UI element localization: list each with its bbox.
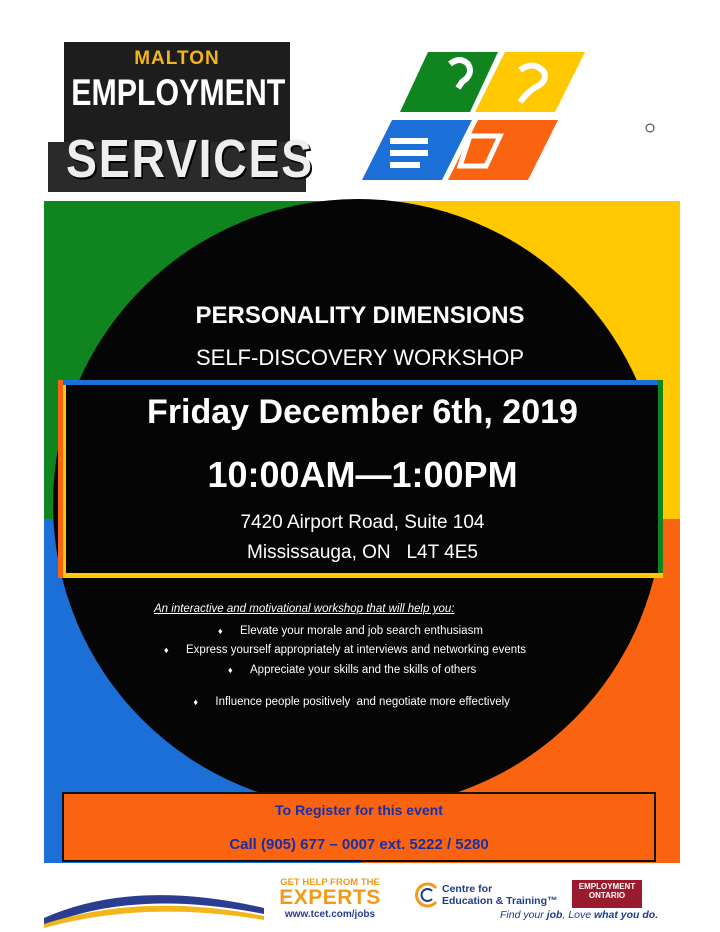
register-phone[interactable]: Call (905) 677 – 0007 ext. 5222 / 5280 [229, 836, 489, 853]
diamond-bullet-icon: ♦ [218, 626, 223, 636]
event-date: Friday December 6th, 2019 [147, 393, 578, 431]
diamond-bullet-icon: ♦ [228, 665, 233, 675]
footer-tagline: Find your job, Love what you do. [500, 909, 659, 921]
benefits-intro: An interactive and motivational workshop that will help you: [154, 603, 455, 615]
registered-mark-icon [646, 124, 654, 132]
swoosh-graphic [44, 878, 264, 928]
employment-ontario-logo [572, 880, 642, 908]
logo-malton-text: MALTON [134, 48, 220, 69]
tcet-experts: EXPERTS [279, 886, 381, 909]
event-time: 10:00AM—1:00PM [207, 454, 518, 495]
diamond-bullet-icon: ♦ [164, 645, 169, 655]
diamond-bullet-icon: ♦ [193, 697, 198, 707]
benefit-item: ♦ Elevate your morale and job search enthusiasm [218, 625, 483, 637]
benefit-item: ♦ Influence people positively and negotiate more effectively [193, 696, 510, 708]
tcet-url[interactable]: www.tcet.com/jobs [284, 909, 376, 920]
personality-dimensions-logo [350, 50, 660, 200]
centre-line1: Centre for [442, 883, 493, 895]
event-subtitle: SELF-DISCOVERY WORKSHOP [195, 345, 525, 370]
tcet-logo [270, 877, 390, 923]
event-title: PERSONALITY DIMENSIONS [195, 302, 525, 329]
benefit-item: ♦ Express yourself appropriately at interviews and networking events [164, 644, 527, 656]
centre-education-training-logo [412, 880, 562, 910]
eo-line1: EMPLOYMENT [578, 882, 636, 891]
swirl-icon [414, 882, 440, 908]
benefit-item: ♦ Appreciate your skills and the skills of others [228, 664, 477, 676]
tcet-tagline: GET HELP FROM THE [280, 877, 380, 888]
logo-services-text: SERVICES [66, 129, 314, 189]
register-heading: To Register for this event [275, 802, 443, 818]
event-address-line1: 7420 Airport Road, Suite 104 [240, 512, 485, 533]
eo-line2: ONTARIO [588, 891, 626, 900]
event-address-line2: Mississauga, ON L4T 4E5 [247, 542, 478, 563]
logo-employment-text: EMPLOYMENT [71, 72, 286, 113]
centre-line2: Education & Training™ [442, 895, 558, 907]
malton-employment-services-logo [48, 42, 314, 192]
